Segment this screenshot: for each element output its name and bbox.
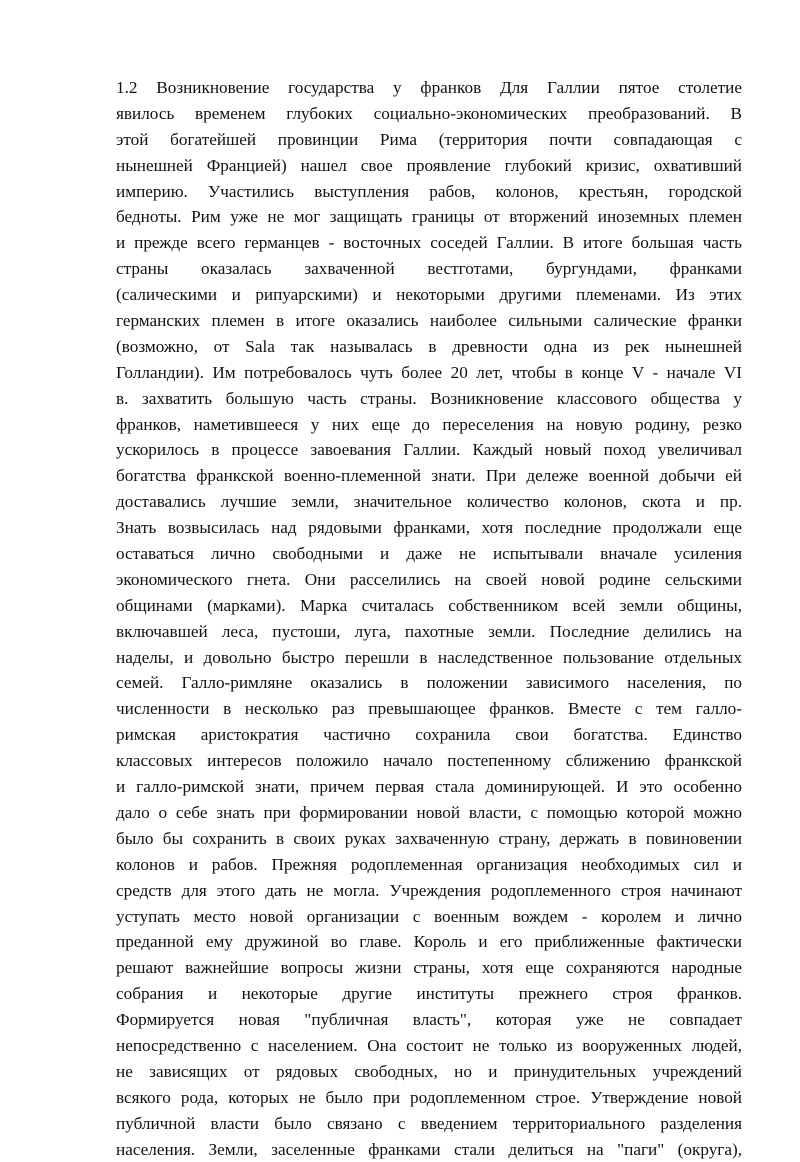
text-line: уступать место новой организации с военным вождем - королем и лично: [116, 906, 742, 926]
text-line: численности в несколько раз превышающее франков. Вместе с тем галло-: [116, 699, 742, 719]
text-line: франков, наметившееся у них еще до переселения на новую родину, резко: [116, 414, 742, 434]
text-line: ускорилось в процессе завоевания Галлии. Каждый новый поход увеличивал: [116, 440, 742, 460]
text-line: нынешней Францией) нашел свое проявление глубокий кризис, охвативший: [116, 155, 742, 175]
text-line: всякого рода, которых не было при родоплеменном строе. Утверждение новой: [116, 1087, 742, 1107]
text-line: непосредственно с населением. Она состоит не только из вооруженных людей,: [116, 1035, 742, 1055]
text-line: наделы, и довольно быстро перешли в наследственное пользование отдельных: [116, 647, 742, 667]
text-line: общинами (марками). Марка считалась собственником всей земли общины,: [116, 595, 742, 615]
text-line: Голландии). Им потребовалось чуть более 20 лет, чтобы в конце V - начале VI: [116, 362, 742, 382]
text-line: 1.2 Возникновение государства у франков Для Галлии пятое столетие: [116, 78, 742, 97]
text-line: и галло-римской знати, причем первая стала доминирующей. И это особенно: [116, 777, 742, 797]
text-line: населения. Земли, заселенные франками стали делиться на "паги" (округа),: [116, 1139, 742, 1159]
text-line: не зависящих от рядовых свободных, но и принудительных учреждений: [116, 1061, 742, 1081]
text-line: Формируется новая "публичная власть", которая уже не совпадает: [116, 1010, 742, 1030]
text-line: средств для этого дать не могла. Учреждения родоплеменного строя начинают: [116, 880, 742, 900]
text-line: включавшей леса, пустоши, луга, пахотные земли. Последние делились на: [116, 621, 742, 641]
text-line: (салическими и рипуарскими) и некоторыми другими племенами. Из этих: [116, 285, 742, 305]
text-line: бедноты. Рим уже не мог защищать границы от вторжений иноземных племен: [116, 207, 742, 227]
text-line: семей. Галло-римляне оказались в положении зависимого населения, по: [116, 673, 742, 693]
text-line: дало о себе знать при формировании новой власти, с помощью которой можно: [116, 802, 742, 822]
text-line: империю. Участились выступления рабов, колонов, крестьян, городской: [116, 181, 742, 201]
text-line: было бы сохранить в своих руках захваченную страну, держать в повиновении: [116, 828, 742, 848]
text-line: римская аристократия частично сохранила свои богатства. Единство: [116, 725, 742, 745]
body-text: [116, 75, 742, 1162]
text-line: доставались лучшие земли, значительное количество колонов, скота и пр.: [116, 492, 742, 512]
text-line: этой богатейшей провинции Рима (территория почти совпадающая с: [116, 129, 742, 149]
text-line: решают важнейшие вопросы жизни страны, хотя еще сохраняются народные: [116, 958, 742, 978]
text-line: явилось временем глубоких социально-экономических преобразований. В: [116, 103, 742, 123]
text-line: и прежде всего германцев - восточных соседей Галлии. В итоге большая часть: [116, 233, 742, 253]
text-line: классовых интересов положило начало постепенному сближению франкской: [116, 751, 742, 771]
text-line: Знать возвысилась над рядовыми франками, хотя последние продолжали еще: [116, 518, 742, 538]
text-line: собрания и некоторые другие институты прежнего строя франков.: [116, 984, 742, 1004]
text-line: германских племен в итоге оказались наиболее сильными салические франки: [116, 311, 742, 331]
text-line: (возможно, от Sala так называлась в древности одна из рек нынешней: [116, 336, 742, 356]
text-line: колонов и рабов. Прежняя родоплеменная организация необходимых сил и: [116, 854, 742, 874]
text-line: в. захватить большую часть страны. Возникновение классового общества у: [116, 388, 742, 408]
text-line: оставаться лично свободными и даже не испытывали вначале усиления: [116, 544, 742, 564]
text-line: экономического гнета. Они расселились на своей новой родине сельскими: [116, 569, 742, 589]
text-line: страны оказалась захваченной вестготами, бургундами, франками: [116, 259, 742, 279]
text-line: публичной власти было связано с введением территориального разделения: [116, 1113, 742, 1133]
text-line: богатства франкской военно-племенной знати. При дележе военной добычи ей: [116, 466, 742, 486]
text-line: преданной ему дружиной во главе. Король и его приближенные фактически: [116, 932, 742, 952]
